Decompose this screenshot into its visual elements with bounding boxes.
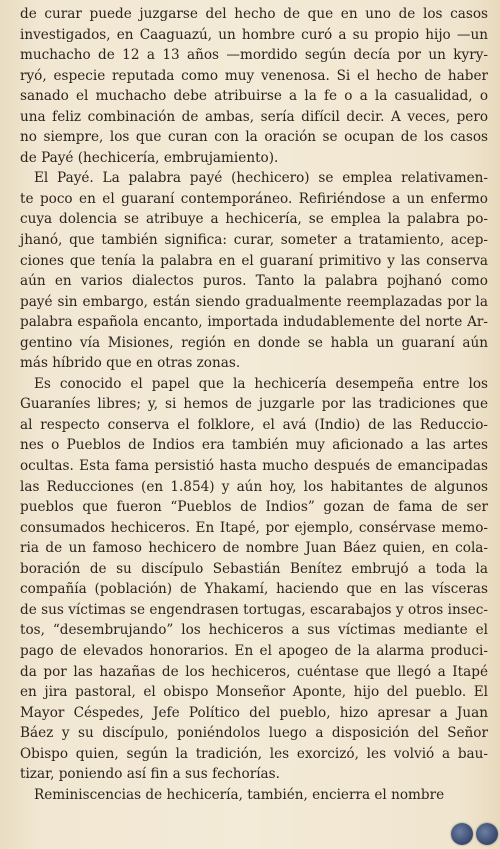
text-line: ria de un famoso hechicero de nombre Juan Báez quien, en cola-	[20, 540, 488, 557]
text-line: al respecto conserva el folklore, el avá (Indio) de las Reduccio-	[20, 416, 488, 433]
text-line: cuya dolencia se atribuye a hechicería, se emplea la palabra po-	[20, 211, 488, 228]
text-line: Obispo quien, según la tradición, les exorcizó, les volvió a bau-	[20, 745, 488, 762]
text-line: pueblos que fueron “Pueblos de Indios” gozan de fama de ser	[20, 499, 488, 516]
text-line: da por las hazañas de los hechiceros, cuéntase que llegó a Itapé	[20, 663, 488, 680]
text-line: consumados hechiceros. En Itapé, por ejemplo, consérvase memo-	[20, 519, 488, 536]
text-line: investigados, en Caaguazú, un hombre curó a su propio hijo —un	[20, 26, 488, 43]
text-line: tizar, poniendo así fin a sus fechorías.	[20, 766, 280, 783]
text-line: compañía (población) de Yhakamí, haciendo que en las vísceras	[20, 581, 488, 598]
logo-circle-icon	[476, 823, 498, 845]
text-line: ocultas. Esta fama persistió hasta mucho después de emancipadas	[20, 458, 488, 475]
text-line: de curar puede juzgarse del hecho de que en uno de los casos	[20, 6, 488, 22]
text-line: El Payé. La palabra payé (hechicero) se emplea relativamen-	[34, 170, 488, 187]
text-line: Reminiscencias de hechicería, también, encierra el nombre	[34, 786, 445, 803]
text-line: sanado el muchacho debe atribuirse a la fe o a la casualidad, o	[20, 88, 488, 105]
text-line: boración de su discípulo Sebastián Benítez embrujó a toda la	[20, 560, 488, 577]
text-line: nes o Pueblos de Indios era también muy aficionado a las artes	[20, 437, 488, 454]
paragraph	[20, 374, 488, 785]
text-line: Mayor Céspedes, Jefe Político del pueblo, hizo apresar a Juan	[20, 704, 488, 721]
text-line: en jira pastoral, el obispo Monseñor Aponte, hijo del pueblo. El	[20, 684, 488, 701]
text-line: las Reducciones (en 1.854) y aún hoy, los habitantes de algunos	[20, 478, 488, 495]
page-body-text	[20, 4, 488, 805]
text-line: payé sin embargo, están siendo gradualmente reemplazadas por la	[20, 293, 488, 310]
text-line: una feliz combinación de ambas, sería difícil decir. A veces, pero	[20, 108, 488, 125]
paragraph	[20, 4, 488, 168]
text-line: de sus víctimas se engendrasen tortugas, escarabajos y otros insec-	[20, 601, 488, 618]
text-line: ryó, especie reputada como muy venenosa. Si el hecho de haber	[20, 67, 488, 84]
text-line: te poco en el guaraní contemporáneo. Refiriéndose a un enfermo	[20, 190, 488, 207]
text-line: Guaraníes libres; y, si hemos de juzgarle por las tradiciones que	[20, 396, 488, 413]
text-line: Báez y su discípulo, poniéndolos luego a disposición del Señor	[20, 725, 488, 742]
text-line: tos, “desembrujando” los hechiceros a sus víctimas mediante el	[20, 622, 488, 639]
text-line: aún en varios dialectos puros. Tanto la palabra pojhanó como	[20, 273, 488, 290]
text-line: más híbrido que en otras zonas.	[20, 355, 241, 372]
text-line: Es conocido el papel que la hechicería desempeña entre los	[34, 375, 488, 392]
text-line: palabra española encanto, importada indudablemente del norte Ar-	[20, 314, 488, 331]
logo-circle-icon	[451, 823, 473, 845]
text-line: ciones que tenía la palabra en el guaraní primitivo y las conserva	[20, 252, 488, 269]
paragraph	[20, 168, 488, 373]
text-line: de Payé (hechicería, embrujamiento).	[20, 149, 279, 166]
text-line: gentino vía Misiones, región en donde se habla un guaraní aún	[20, 334, 488, 351]
paragraph	[20, 785, 488, 806]
text-line: no siempre, los que curan con la oración se ocupan de los casos	[20, 129, 488, 146]
corner-logo	[446, 821, 498, 847]
text-line: muchacho de 12 a 13 años —mordido según decía por un kyry-	[20, 47, 488, 64]
text-line: jhanó, que también significa: curar, someter a tratamiento, acep-	[20, 232, 488, 249]
text-line: pago de elevados honorarios. En el apogeo de la alarma produci-	[20, 642, 488, 659]
